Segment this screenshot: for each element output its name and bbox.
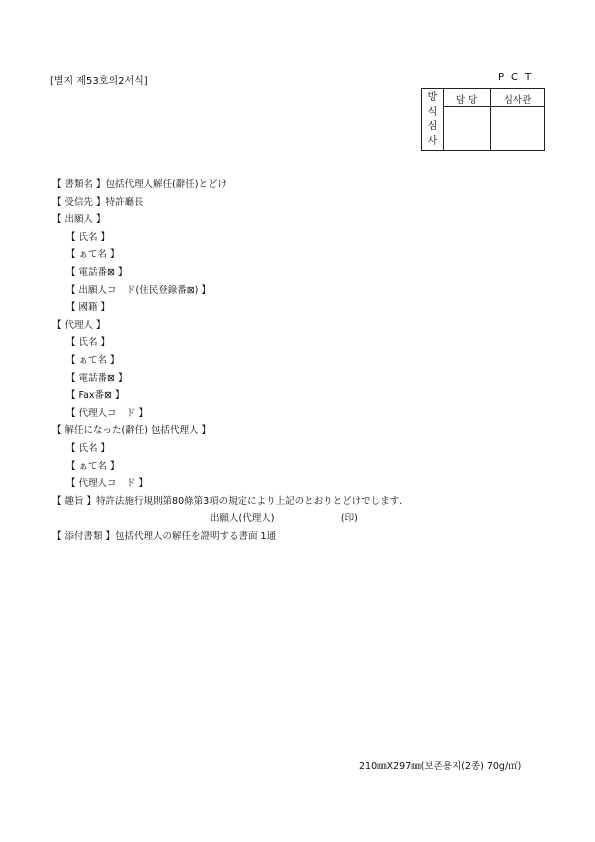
form-line: 【 添付書類 】包括代理人の解任を證明する書面 1通 bbox=[52, 531, 277, 542]
pct-label: PCT bbox=[498, 72, 539, 83]
form-line: 【 ぁて名 】 bbox=[66, 249, 120, 261]
form-line: 【 出願人コ ド(住民登錄番⊠) 】 bbox=[66, 284, 211, 296]
review-side-char: 사 bbox=[427, 135, 438, 147]
review-header-divider bbox=[443, 106, 544, 107]
form-line: 【 代理人 】 bbox=[52, 319, 106, 331]
paper-spec: 210㎜X297㎜(보존용지(2종) 70g/㎡) bbox=[359, 761, 522, 772]
form-line: 【 氏名 】 bbox=[66, 443, 111, 454]
form-line: 【 代理人コ ド 】 bbox=[66, 478, 149, 490]
form-line: 【 氏名 】 bbox=[66, 231, 111, 243]
form-line: 【 Fax番⊠ 】 bbox=[66, 390, 125, 402]
review-side-char: 식 bbox=[427, 106, 438, 118]
form-line: 【 氏名 】 bbox=[66, 337, 111, 349]
form-line: 【 國籍 】 bbox=[66, 302, 111, 314]
form-line: 【 電話番⊠ 】 bbox=[66, 372, 128, 384]
review-side-char: 방 bbox=[427, 92, 438, 103]
review-col-examiner: 심사관 bbox=[503, 95, 532, 106]
form-line: 【 書類名 】包括代理人解任(辭任)とどけ bbox=[52, 179, 227, 190]
form-number: [별지 제53호의2서식] bbox=[50, 76, 148, 87]
form-line: 【 受信先 】特許廳長 bbox=[52, 196, 144, 208]
form-line: 【 代理人コ ド 】 bbox=[66, 407, 149, 419]
review-col-staff: 담 당 bbox=[455, 95, 478, 106]
review-side-char: 심 bbox=[427, 121, 438, 132]
form-line: 【 電話番⊠ 】 bbox=[66, 267, 128, 278]
review-stamp-box bbox=[421, 88, 545, 151]
form-line: 【 出願人 】 bbox=[52, 214, 106, 226]
form-line: 【 ぁて名 】 bbox=[66, 355, 120, 366]
form-line: 出願人(代理人) (印) bbox=[210, 513, 358, 525]
form-line: 【 解任になった(辭任) 包括代理人 】 bbox=[52, 425, 211, 437]
form-line: 【 ぁて名 】 bbox=[66, 460, 120, 472]
form-line: 【 趣旨 】特許法施行規則第80條第3項の規定により上記のとおりとどけでします. bbox=[52, 495, 403, 507]
review-side-label bbox=[422, 91, 443, 149]
